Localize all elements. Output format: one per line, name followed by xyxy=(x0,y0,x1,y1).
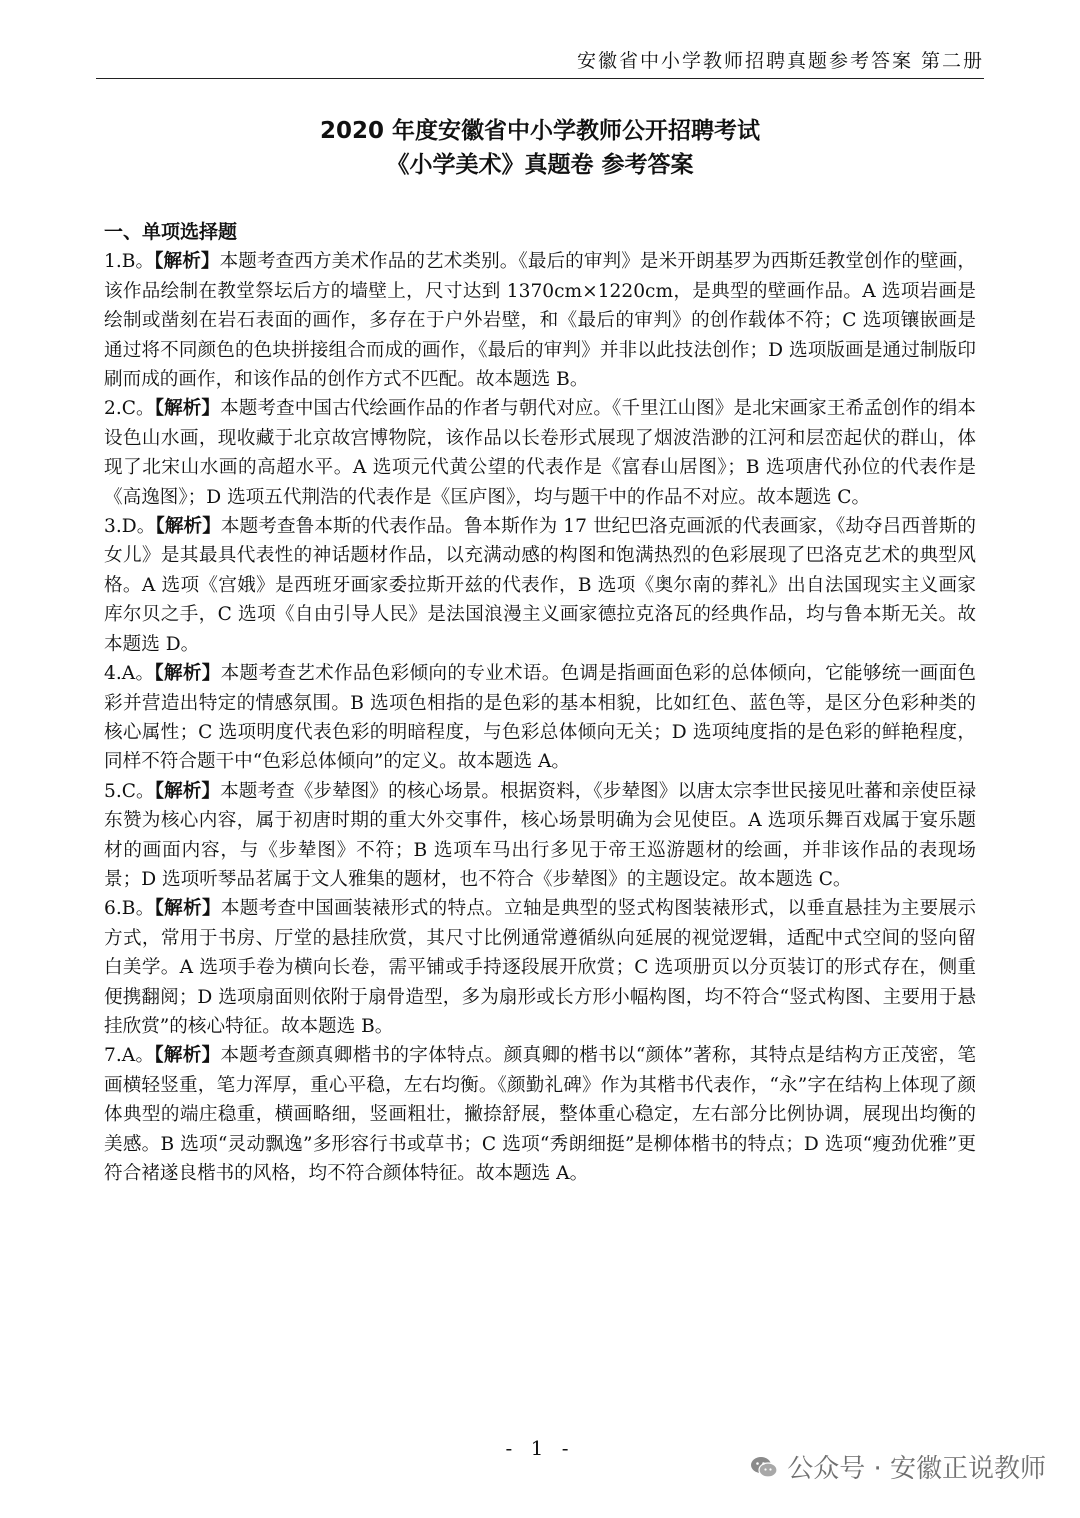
title-line-1: 2020 年度安徽省中小学教师公开招聘考试 xyxy=(319,118,761,144)
page-number: - 1 - xyxy=(505,1436,575,1460)
answer-number: 7.A。 xyxy=(104,1045,155,1067)
answer-number: 5.C。 xyxy=(104,780,155,802)
answer-number: 4.A。 xyxy=(104,663,155,685)
analysis-label: 【解析】 xyxy=(154,251,220,273)
answer-text: 本题考查中国古代绘画作品的作者与朝代对应。《千里江山图》是北宋画家王希孟创作的绢本设色山水画，现收藏于北京故宫博物院，该作品以长卷形式展现了烟波浩渺的江河和层峦起伏的群山，体现了北宋山水画的高超水平。A 选项元代黄公望的代表作是《富春山居图》；B 选项唐代孙位的代表作是《高逸图》；D 选项五代荆浩的代表作是《匡庐图》，均与题干中的作品不对应。故本题选 C。 xyxy=(104,398,977,508)
answer-item-7 xyxy=(104,1041,976,1188)
answer-number: 2.C。 xyxy=(104,398,155,420)
analysis-label: 【解析】 xyxy=(154,780,221,802)
answer-number: 1.B。 xyxy=(104,251,155,273)
watermark xyxy=(749,1448,1046,1485)
answer-item-2 xyxy=(104,394,976,512)
answer-text: 本题考查《步辇图》的核心场景。根据资料，《步辇图》以唐太宗李世民接见吐蕃和亲使臣禄东赞为核心内容，属于初唐时期的重大外交事件，核心场景明确为会见使臣。A 选项乐舞百戏属于宴乐题材的画面内容，与《步辇图》不符；B 选项车马出行多见于帝王巡游题材的绘画，并非该作品的表现场景；D 选项听琴品茗属于文人雅集的题材，也不符合《步辇图》的主题设定。故本题选 C。 xyxy=(104,780,977,890)
answer-text: 本题考查颜真卿楷书的字体特点。颜真卿的楷书以“颜体”著称，其特点是结构方正茂密，笔画横轻竖重，笔力浑厚，重心平稳，左右均衡。《颜勤礼碑》作为其楷书代表作，“永”字在结构上体现了颜体典型的端庄稳重，横画略细，竖画粗壮，撇捺舒展，整体重心稳定，左右部分比例协调，展现出均衡的美感。B 选项“灵动飘逸”多形容行书或草书；C 选项“秀朗细挺”是柳体楷书的特点；D 选项“瘦劲优雅”更符合褚遂良楷书的风格，均不符合颜体特征。故本题选 A。 xyxy=(104,1045,977,1184)
answer-item-3 xyxy=(104,512,976,659)
answer-number: 6.B。 xyxy=(104,898,155,920)
analysis-label: 【解析】 xyxy=(154,898,221,920)
wechat-icon xyxy=(749,1454,779,1480)
answer-text: 本题考查西方美术作品的艺术类别。《最后的审判》是米开朗基罗为西斯廷教堂创作的壁画，该作品绘制在教堂祭坛后方的墙壁上，尺寸达到 1370cm×1220cm，是典型的壁画作品。A 选项岩画是绘制或凿刻在岩石表面的画作，多存在于户外岩壁，和《最后的审判》的创作载体不符；C 选项镶嵌画是通过将不同颜色的色块拼接组合而成的画作，《最后的审判》并非以此技法创作；D 选项版画是通过制版印刷而成的画作，和该作品的创作方式不匹配。故本题选 B。 xyxy=(104,251,977,391)
title-line-2: 《小学美术》真题卷 参考答案 xyxy=(386,152,694,178)
answer-item-1 xyxy=(104,247,976,394)
answer-item-4 xyxy=(104,659,976,777)
answer-text: 本题考查鲁本斯的代表作品。鲁本斯作为 17 世纪巴洛克画派的代表画家，《劫夺吕西普斯的女儿》是其最具代表性的神话题材作品，以充满动感的构图和饱满热烈的色彩展现了巴洛克艺术的典型风格。A 选项《宫娥》是西班牙画家委拉斯开兹的代表作，B 选项《奥尔南的葬礼》出自法国现实主义画家库尔贝之手，C 选项《自由引导人民》是法国浪漫主义画家德拉克洛瓦的经典作品，均与鲁本斯无关。故本题选 D。 xyxy=(104,516,976,655)
answer-text: 本题考查中国画装裱形式的特点。立轴是典型的竖式构图装裱形式，以垂直悬挂为主要展示方式，常用于书房、厅堂的悬挂欣赏，其尺寸比例通常遵循纵向延展的视觉逻辑，适配中式空间的竖向留白美学。A 选项手卷为横向长卷，需平铺或手持逐段展开欣赏；C 选项册页以分页装订的形式存在，侧重便携翻阅；D 选项扇面则依附于扇骨造型，多为扇形或长方形小幅构图，均不符合“竖式构图、主要用于悬挂欣赏”的核心特征。故本题选 B。 xyxy=(104,898,976,1037)
header-title: 安徽省中小学教师招聘真题参考答案 第二册 xyxy=(576,50,984,72)
page-header xyxy=(96,42,984,79)
watermark-text: 公众号 · 安徽正说教师 xyxy=(787,1454,1046,1484)
document-body xyxy=(104,218,976,1188)
analysis-label: 【解析】 xyxy=(154,398,221,420)
section-heading: 一、单项选择题 xyxy=(104,221,238,243)
answer-number: 3.D。 xyxy=(104,516,156,538)
document-title xyxy=(96,114,984,182)
analysis-label: 【解析】 xyxy=(154,663,221,685)
answer-item-6 xyxy=(104,894,976,1041)
analysis-label: 【解析】 xyxy=(155,516,221,538)
answer-item-5 xyxy=(104,777,976,895)
answer-text: 本题考查艺术作品色彩倾向的专业术语。色调是指画面色彩的总体倾向，它能够统一画面色彩并营造出特定的情感氛围。B 选项色相指的是色彩的基本相貌，比如红色、蓝色等，是区分色彩种类的核心属性；C 选项明度代表色彩的明暗程度，与色彩总体倾向无关；D 选项纯度指的是色彩的鲜艳程度，同样不符合题干中“色彩总体倾向”的定义。故本题选 A。 xyxy=(104,663,976,773)
analysis-label: 【解析】 xyxy=(154,1045,221,1067)
